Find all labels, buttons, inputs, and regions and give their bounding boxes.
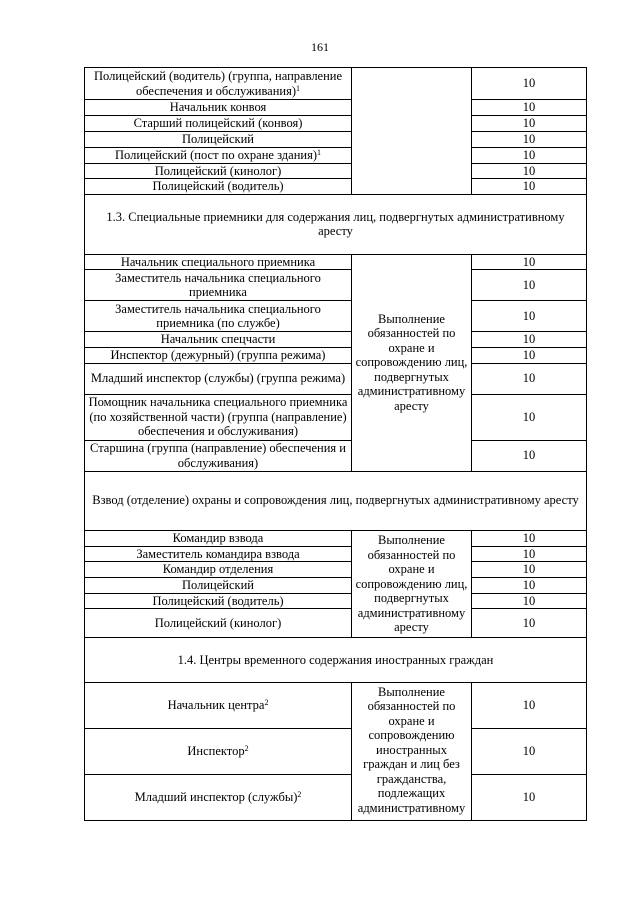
table-row: [85, 530, 587, 546]
duty-cell: Выполнение обязанностей по охране и сопровождению лиц, подвергнутых административному аресту: [352, 530, 472, 638]
table-row: [85, 347, 587, 363]
position-cell: Помощник начальника специального приемника (по хозяйственной части) (группа (направление) обеспечения и обслуживания): [85, 394, 352, 440]
table-row: [85, 116, 587, 132]
value-cell: 10: [472, 729, 587, 775]
section-heading-row: [85, 194, 587, 254]
section-heading-row: [85, 471, 587, 530]
page-number: 161: [311, 40, 329, 54]
value-cell: 10: [472, 562, 587, 578]
position-cell: Инспектор$^2$: [85, 729, 352, 775]
positions-table: [84, 67, 587, 821]
position-cell: Полицейский (кинолог): [85, 163, 352, 179]
value-cell: 10: [472, 254, 587, 270]
position-cell: Командир взвода: [85, 530, 352, 546]
table-row: [85, 562, 587, 578]
position-cell: Полицейский (водитель) (группа, направление обеспечения и обслуживания)$^1$: [85, 68, 352, 100]
value-cell: 10: [472, 131, 587, 147]
footnote-mark: 2: [264, 698, 269, 708]
value-cell: 10: [472, 301, 587, 332]
position-cell: Инспектор (дежурный) (группа режима): [85, 347, 352, 363]
table-row: [85, 729, 587, 775]
table-row: [85, 270, 587, 301]
value-cell: 10: [472, 100, 587, 116]
duty-cell-empty: [352, 68, 472, 195]
value-cell: 10: [472, 116, 587, 132]
table-row: [85, 301, 587, 332]
value-cell: 10: [472, 530, 587, 546]
position-cell: Заместитель начальника специального приемника (по службе): [85, 301, 352, 332]
table-row: [85, 254, 587, 270]
position-cell: Старшина (группа (направление) обеспечения и обслуживания): [85, 440, 352, 471]
position-cell: Начальник центра$^2$: [85, 683, 352, 729]
table-row: [85, 683, 587, 729]
value-cell: 10: [472, 609, 587, 638]
table-row: [85, 593, 587, 609]
position-cell: Полицейский: [85, 577, 352, 593]
value-cell: 10: [472, 546, 587, 562]
table-row: [85, 546, 587, 562]
table-row: [85, 440, 587, 471]
position-cell: Младший инспектор (службы)$^2$: [85, 775, 352, 821]
position-cell: Начальник конвоя: [85, 100, 352, 116]
position-cell: Заместитель начальника специального приемника: [85, 270, 352, 301]
value-cell: 10: [472, 332, 587, 348]
value-cell: 10: [472, 577, 587, 593]
position-cell: Начальник специального приемника: [85, 254, 352, 270]
footnote-mark: 1: [296, 83, 301, 93]
footnote-mark: 2: [297, 790, 302, 800]
value-cell: 10: [472, 683, 587, 729]
value-cell: 10: [472, 270, 587, 301]
duty-cell: Выполнение обязанностей по охране и сопровождению иностранных граждан и лиц без гражданства, подлежащих административному: [352, 683, 472, 821]
position-cell: Полицейский (кинолог): [85, 609, 352, 638]
section-heading: Взвод (отделение) охраны и сопровождения лиц, подвергнутых административному аресту: [85, 471, 587, 530]
footnote-mark: 1: [316, 147, 321, 157]
value-cell: 10: [472, 68, 587, 100]
section-heading-row: [85, 638, 587, 683]
position-cell: Заместитель командира взвода: [85, 546, 352, 562]
value-cell: 10: [472, 440, 587, 471]
value-cell: 10: [472, 775, 587, 821]
table-row: [85, 163, 587, 179]
position-cell: Старший полицейский (конвоя): [85, 116, 352, 132]
position-cell: Начальник спецчасти: [85, 332, 352, 348]
section-heading: 1.3. Специальные приемники для содержания лиц, подвергнутых административному аресту: [85, 194, 587, 254]
value-cell: 10: [472, 394, 587, 440]
table-row: [85, 363, 587, 394]
position-cell: Командир отделения: [85, 562, 352, 578]
table-row: [85, 394, 587, 440]
table-row: [85, 100, 587, 116]
table-row: [85, 609, 587, 638]
table-row: [85, 577, 587, 593]
footnote-mark: 2: [244, 744, 249, 754]
duty-cell: Выполнение обязанностей по охране и сопровождению лиц, подвергнутых административному аресту: [352, 254, 472, 471]
section-heading: 1.4. Центры временного содержания иностранных граждан: [85, 638, 587, 683]
position-cell: Полицейский: [85, 131, 352, 147]
value-cell: 10: [472, 593, 587, 609]
position-cell: Полицейский (пост по охране здания)$^1$: [85, 147, 352, 163]
value-cell: 10: [472, 363, 587, 394]
value-cell: 10: [472, 179, 587, 195]
value-cell: 10: [472, 347, 587, 363]
position-cell: Полицейский (водитель): [85, 593, 352, 609]
position-cell: Младший инспектор (службы) (группа режима): [85, 363, 352, 394]
table-row: [85, 68, 587, 100]
table-row: [85, 131, 587, 147]
position-cell: Полицейский (водитель): [85, 179, 352, 195]
table-row: [85, 332, 587, 348]
value-cell: 10: [472, 147, 587, 163]
table-row: [85, 147, 587, 163]
value-cell: 10: [472, 163, 587, 179]
table-row: [85, 179, 587, 195]
table-row: [85, 775, 587, 821]
